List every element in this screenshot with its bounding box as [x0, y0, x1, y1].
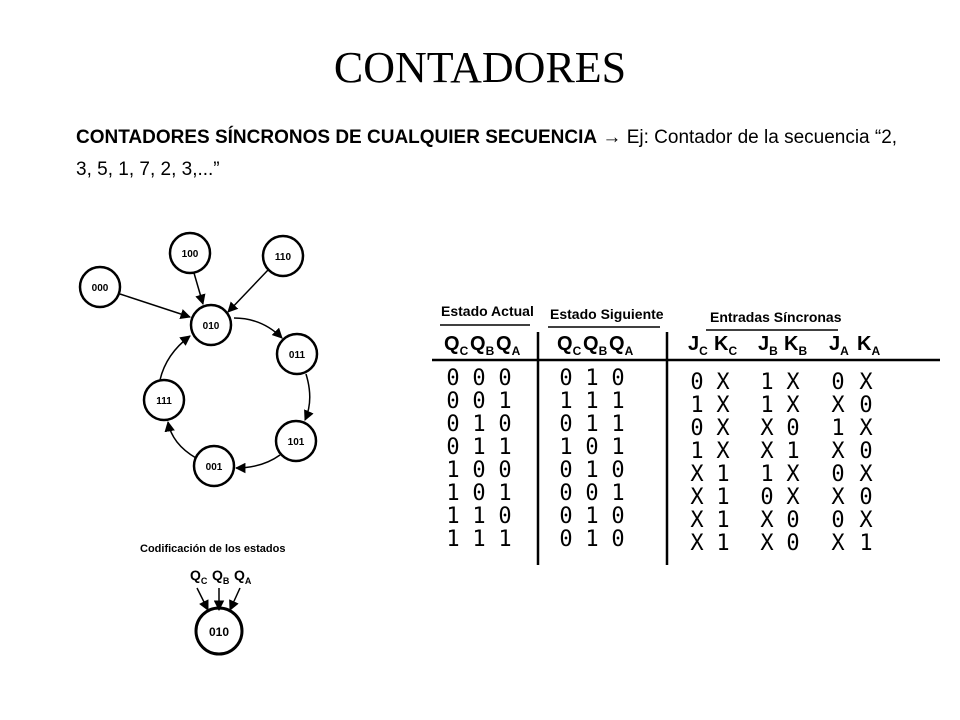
state-label-110: 110 — [274, 252, 292, 263]
table-cell: X — [760, 416, 774, 441]
column-headers — [444, 333, 880, 358]
table-cell: 1 — [472, 504, 486, 529]
table-cell: 0 — [786, 416, 800, 441]
table-cell: X — [760, 439, 774, 464]
table-cell: 0 — [498, 458, 512, 483]
subtitle-bold: CONTADORES SÍNCRONOS DE CUALQUIER SECUENCIA — [76, 127, 598, 148]
table-cell: 1 — [446, 527, 460, 552]
svg-text:QA — [234, 567, 252, 586]
table-cell: 0 — [559, 458, 573, 483]
state-label-011: 011 — [288, 350, 306, 361]
header-estado-actual: Estado Actual — [441, 303, 534, 319]
table-cell: 1 — [859, 531, 873, 556]
table-cell: 0 — [446, 412, 460, 437]
table-cell: X — [690, 485, 704, 510]
table-cell: 0 — [690, 370, 704, 395]
table-cell: 0 — [472, 366, 486, 391]
table-cell: 0 — [446, 435, 460, 460]
transition-arrow — [236, 455, 280, 468]
table-cell: 0 — [559, 504, 573, 529]
table-cell: 0 — [611, 458, 625, 483]
svg-text:QB — [212, 567, 230, 586]
page-title: CONTADORES — [333, 43, 627, 92]
encoding-label-qb: Q — [212, 567, 223, 583]
column-header-qc: $Q_C$ — [557, 333, 582, 358]
table-cell: X — [716, 416, 730, 441]
encoding-sub-qa: A — [244, 576, 252, 586]
encoding-arrow — [230, 588, 240, 610]
table-cell: 0 — [611, 366, 625, 391]
table-cell: 0 — [760, 485, 774, 510]
column-header-kc: $K_C$ — [714, 333, 738, 358]
table-cell: 1 — [585, 412, 599, 437]
table-cell: X — [716, 370, 730, 395]
state-label-101: 101 — [287, 437, 305, 448]
table-cell: 0 — [859, 485, 873, 510]
column-header-kb: $K_B$ — [784, 333, 808, 358]
table-cell: 0 — [831, 370, 845, 395]
table-cell: 1 — [472, 435, 486, 460]
encoding-sub-qb: B — [222, 576, 230, 586]
table-cell: 0 — [859, 439, 873, 464]
table-cell: X — [831, 485, 845, 510]
table-cell: 1 — [611, 389, 625, 414]
table-cell: 0 — [559, 366, 573, 391]
column-header-jc: $J_C$ — [688, 333, 708, 358]
table-cell: X — [831, 439, 845, 464]
transition-arrow — [305, 374, 310, 420]
table-cell: 0 — [859, 393, 873, 418]
state-encoding-legend — [140, 543, 285, 654]
table-cell: 1 — [585, 527, 599, 552]
table-cell: 1 — [831, 416, 845, 441]
table-cell: 1 — [716, 508, 730, 533]
table-cell: 1 — [716, 462, 730, 487]
column-header-ka: $K_A$ — [857, 333, 881, 358]
state-label-100: 100 — [181, 249, 199, 260]
table-cell: 0 — [831, 462, 845, 487]
table-cell: 1 — [716, 531, 730, 556]
table-cell: 0 — [786, 531, 800, 556]
column-header-qb: $Q_B$ — [470, 333, 495, 358]
state-label-000: 000 — [91, 283, 109, 294]
table-cell: X — [831, 393, 845, 418]
table-body — [446, 366, 873, 556]
table-cell: 1 — [611, 435, 625, 460]
table-cell: X — [690, 462, 704, 487]
table-cell: 1 — [716, 485, 730, 510]
table-cell: 1 — [585, 389, 599, 414]
table-cell: 1 — [498, 435, 512, 460]
table-cell: 1 — [498, 527, 512, 552]
column-header-jb: $J_B$ — [758, 333, 778, 358]
table-cell: X — [760, 508, 774, 533]
encoding-label-qc: Q — [190, 567, 201, 583]
table-cell: 0 — [498, 412, 512, 437]
table-cell: 1 — [786, 439, 800, 464]
table-cell: 0 — [446, 366, 460, 391]
header-estado-siguiente: Estado Siguiente — [550, 306, 664, 322]
table-cell: 1 — [585, 504, 599, 529]
encoding-node-label: 010 — [208, 625, 230, 639]
table-cell: 1 — [446, 458, 460, 483]
transition-arrow — [228, 270, 268, 312]
column-header-ja: $J_A$ — [829, 333, 849, 358]
transition-arrow — [160, 336, 190, 380]
table-cell: 0 — [786, 508, 800, 533]
transition-arrow — [168, 422, 196, 458]
state-diagram — [80, 233, 317, 486]
table-cell: 1 — [446, 481, 460, 506]
table-cell: 0 — [498, 504, 512, 529]
table-cell: X — [859, 508, 873, 533]
table-cell: X — [716, 393, 730, 418]
table-cell: X — [760, 531, 774, 556]
column-header-qb: $Q_B$ — [583, 333, 608, 358]
table-cell: 1 — [760, 393, 774, 418]
table-cell: X — [716, 439, 730, 464]
header-entradas-sincronas: Entradas Síncronas — [710, 309, 842, 325]
transition-arrow — [194, 273, 203, 304]
table-cell: X — [786, 462, 800, 487]
table-cell: 0 — [585, 435, 599, 460]
table-cell: X — [831, 531, 845, 556]
table-cell: X — [859, 462, 873, 487]
table-cell: 1 — [760, 462, 774, 487]
table-cell: 0 — [559, 481, 573, 506]
table-cell: 1 — [690, 393, 704, 418]
table-cell: 1 — [498, 481, 512, 506]
encoding-sub-qc: C — [200, 576, 208, 586]
table-cell: X — [690, 531, 704, 556]
subtitle-rest: Ej: Contador de la secuencia “2, 3, 5, 1, 7, 2, 3,...” — [76, 127, 898, 180]
table-cell: 1 — [585, 458, 599, 483]
column-header-qc: $Q_C$ — [444, 333, 469, 358]
table-cell: 1 — [585, 366, 599, 391]
table-cell: 1 — [472, 412, 486, 437]
table-cell: 0 — [472, 389, 486, 414]
truth-table — [432, 303, 940, 565]
table-cell: X — [690, 508, 704, 533]
table-cell: 0 — [472, 458, 486, 483]
table-cell: X — [859, 416, 873, 441]
table-cell: 0 — [611, 527, 625, 552]
table-cell: 0 — [831, 508, 845, 533]
table-cell: 1 — [472, 527, 486, 552]
table-cell: 0 — [690, 416, 704, 441]
table-cell: 0 — [585, 481, 599, 506]
table-cell: 0 — [559, 527, 573, 552]
encoding-caption: Codificación de los estados — [140, 543, 286, 555]
table-cell: 1 — [446, 504, 460, 529]
table-cell: 1 — [498, 389, 512, 414]
table-cell: 1 — [559, 389, 573, 414]
transition-arrow — [234, 318, 282, 338]
state-label-111: 111 — [156, 396, 172, 407]
state-label-010: 010 — [202, 321, 220, 332]
table-cell: 1 — [559, 435, 573, 460]
table-cell: 0 — [611, 504, 625, 529]
table-cell: 0 — [446, 389, 460, 414]
table-cell: 0 — [472, 481, 486, 506]
table-cell: 1 — [611, 412, 625, 437]
column-header-qa: $Q_A$ — [496, 333, 521, 358]
encoding-arrow — [197, 588, 208, 610]
table-cell: X — [786, 393, 800, 418]
encoding-label-qa: Q — [234, 567, 245, 583]
svg-text:QC — [190, 567, 208, 586]
table-cell: 0 — [498, 366, 512, 391]
table-cell: 1 — [611, 481, 625, 506]
table-cell: X — [786, 370, 800, 395]
column-header-qa: $Q_A$ — [609, 333, 634, 358]
table-cell: 1 — [690, 439, 704, 464]
table-cell: 0 — [559, 412, 573, 437]
table-cell: 1 — [760, 370, 774, 395]
table-cell: X — [859, 370, 873, 395]
arrow-icon: → — [602, 127, 622, 148]
state-label-001: 001 — [205, 462, 223, 473]
table-cell: X — [786, 485, 800, 510]
transition-arrow — [120, 294, 190, 317]
